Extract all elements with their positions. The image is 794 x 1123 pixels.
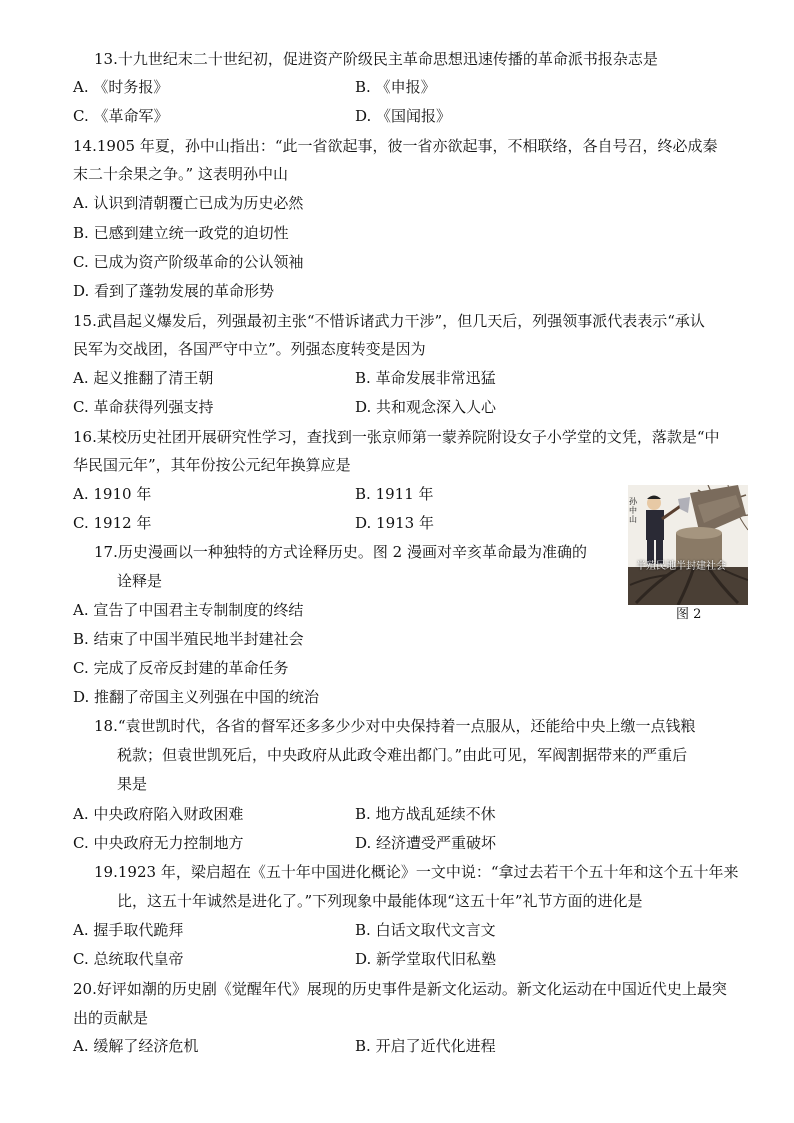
q15-option-b: B. 革命发展非常迅猛 xyxy=(355,369,496,387)
q14-stem-1: 14.1905 年夏，孙中山指出：“此一省欲起事，彼一省亦欲起事，不相联络，各自号召，终必成秦 xyxy=(73,137,718,155)
q14-option-c: C. 已成为资产阶级革命的公认领袖 xyxy=(73,253,304,271)
q15-stem-1: 15.武昌起义爆发后，列强最初主张“不惜诉诸武力干涉”，但几天后，列强领事派代表表示“承认 xyxy=(73,312,705,330)
q19-option-c: C. 总统取代皇帝 xyxy=(73,950,184,968)
q18-option-d: D. 经济遭受严重破坏 xyxy=(355,834,497,852)
q13-option-c: C. 《革命军》 xyxy=(73,107,169,125)
q14-option-b: B. 已感到建立统一政党的迫切性 xyxy=(73,224,289,242)
q16-option-b: B. 1911 年 xyxy=(355,485,434,503)
q19-stem-1: 19.1923 年，梁启超在《五十年中国进化概论》一文中说：“拿过去若干个五十年和这个五十年来 xyxy=(94,863,739,881)
q16-option-a: A. 1910 年 xyxy=(73,485,152,503)
q15-option-a: A. 起义推翻了清王朝 xyxy=(73,369,214,387)
q17-option-b: B. 结束了中国半殖民地半封建社会 xyxy=(73,630,304,648)
q15-option-d: D. 共和观念深入人心 xyxy=(355,398,497,416)
q18-option-c: C. 中央政府无力控制地方 xyxy=(73,834,244,852)
q14-option-d: D. 看到了蓬勃发展的革命形势 xyxy=(73,282,275,300)
cartoon-illustration xyxy=(628,485,748,605)
q16-stem-2: 华民国元年”，其年份按公元纪年换算应是 xyxy=(73,456,351,474)
q20-option-a: A. 缓解了经济危机 xyxy=(73,1037,199,1055)
q13-option-d: D. 《国闻报》 xyxy=(355,107,452,125)
q13-stem-1: 13.十九世纪末二十世纪初，促进资产阶级民主革命思想迅速传播的革命派书报杂志是 xyxy=(94,50,658,68)
q18-stem-3: 果是 xyxy=(117,775,148,793)
q17-option-d: D. 推翻了帝国主义列强在中国的统治 xyxy=(73,688,320,706)
q15-stem-2: 民军为交战团，各国严守中立”。列强态度转变是因为 xyxy=(73,340,426,358)
q17-stem-1: 17.历史漫画以一种独特的方式诠释历史。图 2 漫画对辛亥革命最为准确的 xyxy=(94,543,587,561)
figure-caption: 图 2 xyxy=(676,607,702,622)
q18-option-b: B. 地方战乱延续不休 xyxy=(355,805,496,823)
q18-stem-2: 税款；但袁世凯死后，中央政府从此政令难出都门。”由此可见，军阀割据带来的严重后 xyxy=(117,746,688,764)
q16-option-d: D. 1913 年 xyxy=(355,514,434,532)
q17-stem-2: 诠释是 xyxy=(117,572,163,590)
q15-option-c: C. 革命获得列强支持 xyxy=(73,398,214,416)
q20-stem-2: 出的贡献是 xyxy=(73,1009,149,1027)
q14-option-a: A. 认识到清朝覆亡已成为历史必然 xyxy=(73,194,304,212)
person-label: 孙中山 xyxy=(629,497,637,524)
q18-stem-1: 18.“袁世凯时代，各省的督军还多多少少对中央保持着一点服从，还能给中央上缴一点钱粮 xyxy=(94,717,696,735)
q13-option-a: A. 《时务报》 xyxy=(73,78,169,96)
q14-stem-2: 末二十余果之争。” 这表明孙中山 xyxy=(73,165,288,183)
root-label: 半殖民地半封建社会 xyxy=(636,561,726,572)
q19-option-b: B. 白话文取代文言文 xyxy=(355,921,496,939)
q20-stem-1: 20.好评如潮的历史剧《觉醒年代》展现的历史事件是新文化运动。新文化运动在中国近代史上最突 xyxy=(73,980,727,998)
q19-stem-2: 比，这五十年诚然是进化了。”下列现象中最能体现“这五十年”礼节方面的进化是 xyxy=(117,892,643,910)
q19-option-a: A. 握手取代跪拜 xyxy=(73,921,184,939)
q17-option-c: C. 完成了反帝反封建的革命任务 xyxy=(73,659,289,677)
q18-option-a: A. 中央政府陷入财政困难 xyxy=(73,805,244,823)
q19-option-d: D. 新学堂取代旧私塾 xyxy=(355,950,497,968)
cartoon-figure xyxy=(628,485,748,605)
q16-option-c: C. 1912 年 xyxy=(73,514,152,532)
q20-option-b: B. 开启了近代化进程 xyxy=(355,1037,496,1055)
q17-option-a: A. 宣告了中国君主专制制度的终结 xyxy=(73,601,304,619)
q13-option-b: B. 《申报》 xyxy=(355,78,436,96)
q16-stem-1: 16.某校历史社团开展研究性学习，查找到一张京师第一蒙养院附设女子小学堂的文凭，落款是“中 xyxy=(73,428,720,446)
